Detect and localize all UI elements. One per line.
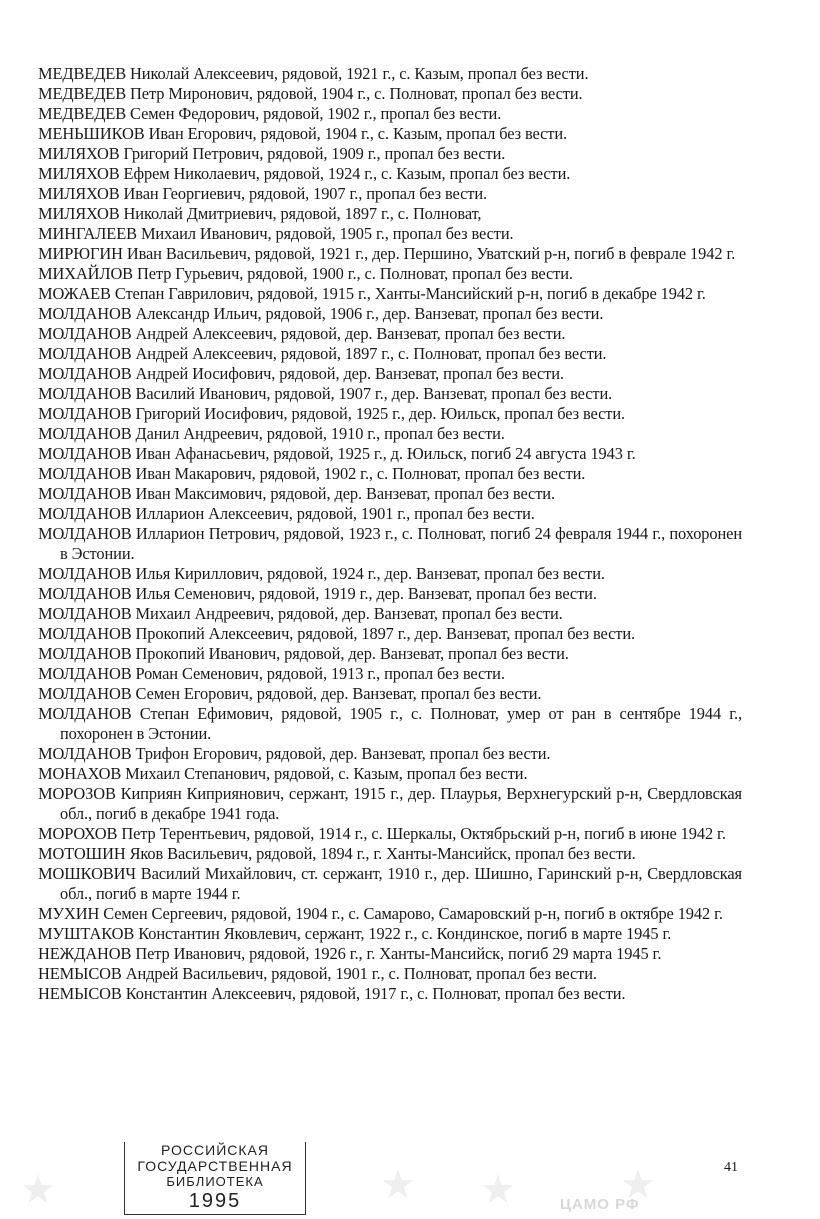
entry-surname: МОЛДАНОВ [38, 644, 132, 663]
list-item [38, 444, 742, 464]
star-emblem-icon: ★ [380, 1162, 416, 1207]
list-item [38, 284, 742, 304]
entry-details: Степан Ефимович, рядовой, 1905 г., с. Полноват, умер от ран в сентябре 1944 г., похоронен в Эстонии. [60, 704, 742, 743]
entry-surname: МИНГАЛЕЕВ [38, 224, 137, 243]
list-item [38, 664, 742, 684]
entry-details: Семен Федорович, рядовой, 1902 г., пропал без вести. [130, 104, 502, 123]
entry-details: Иван Максимович, рядовой, дер. Ванзеват, пропал без вести. [135, 484, 555, 503]
entry-surname: МИЛЯХОВ [38, 164, 120, 183]
entry-details: Иван Егорович, рядовой, 1904 г., с. Казым, пропал без вести. [148, 124, 568, 143]
list-item [38, 384, 742, 404]
star-emblem-icon: ★ [20, 1167, 56, 1212]
entry-surname: МОШКОВИЧ [38, 864, 136, 883]
list-item [38, 584, 742, 604]
stamp-year: 1995 [188, 1190, 242, 1212]
entry-details: Андрей Алексеевич, рядовой, 1897 г., с. Полноват, пропал без вести. [135, 344, 607, 363]
list-item [38, 64, 742, 84]
entry-surname: МУШТАКОВ [38, 924, 135, 943]
list-item [38, 624, 742, 644]
list-item [38, 944, 742, 964]
entry-details: Николай Дмитриевич, рядовой, 1897 г., с. Полноват, [123, 204, 482, 223]
list-item [38, 244, 742, 264]
entry-details: Петр Иванович, рядовой, 1926 г., г. Ханты-Мансийск, погиб 29 марта 1945 г. [135, 944, 662, 963]
entry-surname: МОЛДАНОВ [38, 344, 132, 363]
entry-surname: МЕНЬШИКОВ [38, 124, 145, 143]
list-item [38, 464, 742, 484]
entry-surname: МОЛДАНОВ [38, 744, 132, 763]
list-item [38, 184, 742, 204]
list-item [38, 124, 742, 144]
entry-details: Иван Афанасьевич, рядовой, 1925 г., д. Юильск, погиб 24 августа 1943 г. [135, 444, 636, 463]
entry-details: Григорий Иосифович, рядовой, 1925 г., дер. Юильск, пропал без вести. [135, 404, 626, 423]
entry-details: Александр Ильич, рядовой, 1906 г., дер. Ванзеват, пропал без вести. [135, 304, 604, 323]
entry-surname: МОЛДАНОВ [38, 564, 132, 583]
entry-details: Михаил Иванович, рядовой, 1905 г., пропал без вести. [140, 224, 514, 243]
list-item [38, 424, 742, 444]
entry-surname: МОЛДАНОВ [38, 404, 132, 423]
page-number: 41 [724, 1160, 738, 1175]
list-item [38, 164, 742, 184]
list-item [38, 104, 742, 124]
entry-details: Андрей Васильевич, рядовой, 1901 г., с. Полноват, пропал без вести. [125, 964, 597, 983]
entry-details: Степан Гаврилович, рядовой, 1915 г., Ханты-Мансийский р-н, погиб в декабре 1942 г. [114, 284, 706, 303]
list-item [38, 924, 742, 944]
entry-details: Петр Терентьевич, рядовой, 1914 г., с. Шеркалы, Октябрьский р-н, погиб в июне 1942 г. [121, 824, 726, 843]
stamp-line-1: РОССИЙСКАЯ [161, 1142, 269, 1158]
entry-details: Петр Гурьевич, рядовой, 1900 г., с. Полноват, пропал без вести. [137, 264, 573, 283]
entry-details: Семен Егорович, рядовой, дер. Ванзеват, пропал без вести. [135, 684, 542, 703]
list-item [38, 324, 742, 344]
entry-surname: МОЛДАНОВ [38, 684, 132, 703]
stamp-line-3: БИБЛИОТЕКА [166, 1174, 264, 1189]
entry-details: Илья Кириллович, рядовой, 1924 г., дер. Ванзеват, пропал без вести. [135, 564, 605, 583]
list-item [38, 784, 742, 824]
entry-surname: МОЛДАНОВ [38, 484, 132, 503]
entry-surname: МОЛДАНОВ [38, 444, 132, 463]
entry-details: Данил Андреевич, рядовой, 1910 г., пропал без вести. [135, 424, 505, 443]
entry-details: Константин Яковлевич, сержант, 1922 г., с. Кондинское, погиб в марте 1945 г. [138, 924, 672, 943]
entry-surname: МОЛДАНОВ [38, 524, 132, 543]
entry-details: Киприян Киприянович, сержант, 1915 г., дер. Плаурья, Верхнегурский р-н, Свердловская обл., погиб в декабре 1941 года. [60, 784, 742, 823]
list-item [38, 344, 742, 364]
list-item [38, 744, 742, 764]
list-item [38, 144, 742, 164]
entry-details: Иван Георгиевич, рядовой, 1907 г., пропал без вести. [123, 184, 487, 203]
entry-surname: МОЛДАНОВ [38, 504, 132, 523]
entry-surname: МОЛДАНОВ [38, 324, 132, 343]
list-item [38, 224, 742, 244]
list-item [38, 364, 742, 384]
list-item [38, 564, 742, 584]
star-emblem-icon: ★ [480, 1167, 516, 1212]
entry-surname: МОЛДАНОВ [38, 704, 132, 723]
entry-surname: МОЛДАНОВ [38, 624, 132, 643]
entry-surname: МИЛЯХОВ [38, 204, 120, 223]
list-item [38, 764, 742, 784]
list-item [38, 984, 742, 1004]
list-item [38, 264, 742, 284]
list-item [38, 404, 742, 424]
entry-surname: НЕМЫСОВ [38, 964, 122, 983]
list-item [38, 644, 742, 664]
list-item [38, 604, 742, 624]
list-item [38, 904, 742, 924]
entry-surname: МИЛЯХОВ [38, 184, 120, 203]
list-item [38, 484, 742, 504]
stamp-line-2: ГОСУДАРСТВЕННАЯ [137, 1158, 293, 1174]
entry-surname: МОРОЗОВ [38, 784, 116, 803]
entry-surname: НЕЖДАНОВ [38, 944, 132, 963]
entry-surname: МЕДВЕДЕВ [38, 64, 127, 83]
library-stamp [124, 1142, 306, 1215]
entry-details: Михаил Степанович, рядовой, с. Казым, пропал без вести. [125, 764, 528, 783]
entry-surname: МОЖАЕВ [38, 284, 111, 303]
entry-surname: МИРЮГИН [38, 244, 123, 263]
entry-surname: МОНАХОВ [38, 764, 122, 783]
list-item [38, 504, 742, 524]
watermark-text: ЦАМО РФ [560, 1196, 640, 1213]
list-item [38, 304, 742, 324]
entry-details: Андрей Алексеевич, рядовой, дер. Ванзеват, пропал без вести. [135, 324, 566, 343]
list-item [38, 844, 742, 864]
entry-surname: МОЛДАНОВ [38, 464, 132, 483]
entry-surname: НЕМЫСОВ [38, 984, 122, 1003]
list-item [38, 964, 742, 984]
list-item [38, 204, 742, 224]
entry-details: Константин Алексеевич, рядовой, 1917 г., с. Полноват, пропал без вести. [125, 984, 626, 1003]
entry-details: Прокопий Иванович, рядовой, дер. Ванзеват, пропал без вести. [135, 644, 569, 663]
entry-details: Роман Семенович, рядовой, 1913 г., пропал без вести. [135, 664, 505, 683]
entry-details: Прокопий Алексеевич, рядовой, 1897 г., дер. Ванзеват, пропал без вести. [135, 624, 636, 643]
entry-details: Илларион Алексеевич, рядовой, 1901 г., пропал без вести. [135, 504, 535, 523]
entry-surname: МОЛДАНОВ [38, 604, 132, 623]
entry-details: Ефрем Николаевич, рядовой, 1924 г., с. Казым, пропал без вести. [123, 164, 571, 183]
list-item [38, 684, 742, 704]
entry-details: Петр Миронович, рядовой, 1904 г., с. Полноват, пропал без вести. [130, 84, 583, 103]
entry-details: Василий Иванович, рядовой, 1907 г., дер. Ванзеват, пропал без вести. [135, 384, 613, 403]
entry-surname: МОЛДАНОВ [38, 584, 132, 603]
entry-details: Иван Макарович, рядовой, 1902 г., с. Полноват, пропал без вести. [135, 464, 586, 483]
entry-surname: МОЛДАНОВ [38, 424, 132, 443]
entry-details: Трифон Егорович, рядовой, дер. Ванзеват, пропал без вести. [135, 744, 551, 763]
document-page [38, 64, 742, 1004]
entry-surname: МОРОХОВ [38, 824, 118, 843]
entry-details: Михаил Андреевич, рядовой, дер. Ванзеват, пропал без вести. [135, 604, 563, 623]
entry-details: Григорий Петрович, рядовой, 1909 г., пропал без вести. [123, 144, 506, 163]
list-item [38, 824, 742, 844]
entry-details: Илларион Петрович, рядовой, 1923 г., с. Полноват, погиб 24 февраля 1944 г., похоронен в Эстонии. [60, 524, 742, 563]
entry-surname: МОЛДАНОВ [38, 304, 132, 323]
entry-details: Андрей Иосифович, рядовой, дер. Ванзеват, пропал без вести. [135, 364, 564, 383]
entry-details: Николай Алексеевич, рядовой, 1921 г., с. Казым, пропал без вести. [130, 64, 589, 83]
entry-surname: МУХИН [38, 904, 100, 923]
list-item [38, 524, 742, 564]
entry-surname: МИХАЙЛОВ [38, 264, 134, 283]
entry-surname: МОЛДАНОВ [38, 384, 132, 403]
entry-details: Семен Сергеевич, рядовой, 1904 г., с. Самарово, Самаровский р-н, погиб в октябре 1942 г. [103, 904, 723, 923]
list-item [38, 84, 742, 104]
entry-details: Иван Васильевич, рядовой, 1921 г., дер. Першино, Уватский р-н, погиб в феврале 1942 г. [126, 244, 736, 263]
entry-surname: МОЛДАНОВ [38, 364, 132, 383]
entry-list [38, 64, 742, 1004]
entry-surname: МЕДВЕДЕВ [38, 84, 127, 103]
entry-details: Яков Васильевич, рядовой, 1894 г., г. Ханты-Мансийск, пропал без вести. [129, 844, 636, 863]
entry-details: Илья Семенович, рядовой, 1919 г., дер. Ванзеват, пропал без вести. [135, 584, 597, 603]
list-item [38, 704, 742, 744]
entry-details: Василий Михайлович, ст. сержант, 1910 г., дер. Шишно, Гаринский р-н, Свердловская обл., погиб в марте 1944 г. [60, 864, 742, 903]
list-item [38, 864, 742, 904]
entry-surname: МОТОШИН [38, 844, 126, 863]
star-emblem-icon: ★ [620, 1162, 656, 1207]
entry-surname: МОЛДАНОВ [38, 664, 132, 683]
entry-surname: МИЛЯХОВ [38, 144, 120, 163]
entry-surname: МЕДВЕДЕВ [38, 104, 127, 123]
